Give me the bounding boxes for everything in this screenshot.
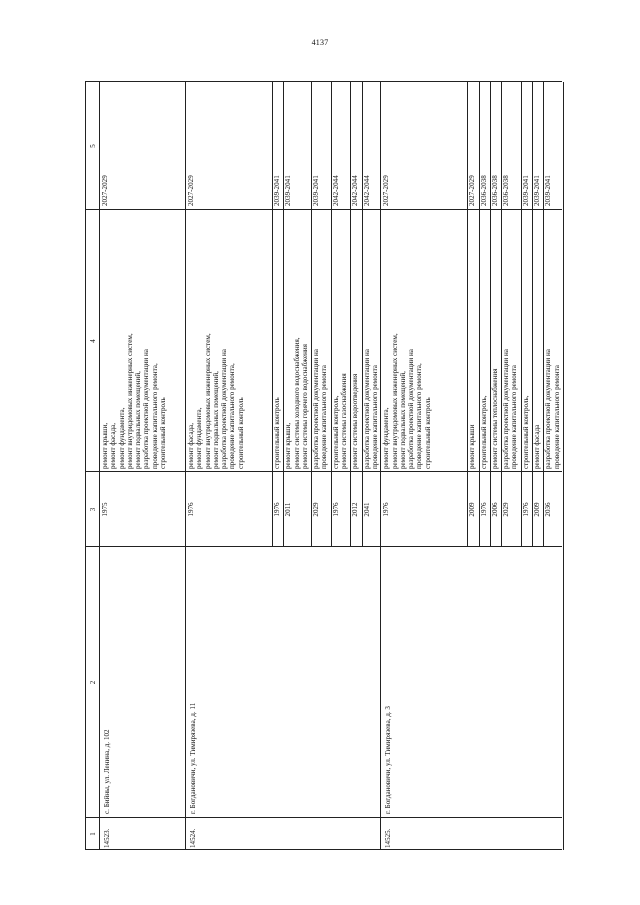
repair-period: 2036-2038	[490, 175, 499, 206]
repair-works	[312, 224, 329, 469]
work-item: разработка проектной документации на	[502, 349, 511, 469]
work-item: ремонт системы теплоснабжения	[490, 368, 499, 469]
work-item: проведение капитального ремонта	[370, 365, 379, 469]
build-year: 2029	[312, 502, 321, 517]
repair-works	[533, 224, 541, 469]
column-line	[85, 471, 562, 472]
column-line	[85, 849, 562, 850]
work-item: проведение капитального ремонта	[320, 365, 329, 469]
column-line	[85, 817, 562, 818]
header-cell-5: 5	[89, 144, 97, 148]
work-item: проведение капитального ремонта,	[150, 363, 159, 469]
work-item: проведение капитального ремонта,	[228, 363, 237, 469]
work-item: ремонт фундамента,	[382, 407, 391, 469]
work-item: строительный контроль	[159, 397, 168, 469]
header-cell-4: 4	[89, 339, 97, 343]
work-item: ремонт системы водоотведения	[351, 373, 360, 469]
work-item: ремонт подвальных помещений,	[211, 371, 220, 469]
work-item: ремонт фундамента,	[195, 407, 204, 469]
record-address: г. Богдановичи, ул. Тимирязева, д. 11	[189, 702, 197, 814]
work-item: ремонт внутридомовых инженерных систем,	[125, 333, 134, 469]
build-year: 2029	[502, 502, 511, 517]
header-cell-3: 3	[89, 507, 97, 512]
repair-period: 2036-2038	[502, 175, 511, 206]
build-year: 1976	[479, 502, 488, 517]
repair-period: 2039-2041	[521, 175, 530, 206]
repair-period: 2027-2029	[187, 175, 195, 206]
repair-period: 2039-2041	[533, 175, 542, 206]
work-item: ремонт системы газоснабжения	[340, 373, 349, 469]
build-year: 2006	[490, 502, 499, 517]
work-item: разработка проектной документации на	[142, 349, 151, 469]
repair-works	[502, 224, 519, 469]
repair-works	[480, 224, 488, 469]
work-item: ремонт фасада,	[187, 422, 195, 469]
work-item: ремонт крыши	[468, 424, 477, 469]
repair-period: 2027-2029	[101, 175, 109, 206]
record-number: 14525.	[384, 828, 393, 848]
build-year: 2011	[284, 502, 293, 517]
work-item: разработка проектной документации на	[407, 349, 416, 469]
build-year: 1976	[273, 502, 281, 517]
repair-works	[187, 224, 245, 469]
work-item: разработка проектной документации на	[544, 349, 553, 469]
repair-works	[382, 224, 432, 469]
column-line	[85, 209, 562, 210]
record-number: 14524.	[189, 828, 197, 848]
work-item: строительный контроль,	[479, 395, 488, 469]
build-year: 1976	[331, 502, 340, 517]
work-item: разработка проектной документации на	[362, 349, 371, 469]
repair-works	[468, 224, 476, 469]
work-item: ремонт подвальных помещений,	[398, 371, 407, 469]
record-row	[99, 82, 186, 850]
work-item: ремонт фасада,	[109, 422, 118, 469]
repair-period: 2027-2029	[382, 175, 391, 206]
work-item: ремонт внутридомовых инженерных систем,	[390, 333, 399, 469]
work-item: ремонт крыши,	[284, 422, 293, 469]
work-item: проведение капитального ремонта	[510, 365, 519, 469]
repair-period: 2039-2041	[273, 175, 281, 206]
record-address: г. Богдановичи, ул. Тимирязева, д. 3	[384, 706, 393, 814]
repair-period: 2039-2041	[312, 175, 321, 206]
build-year: 1976	[382, 502, 391, 517]
build-year: 1976	[187, 502, 195, 517]
work-item: строительный контроль,	[331, 395, 340, 469]
build-year: 2009	[533, 502, 542, 517]
build-year: 1975	[101, 502, 109, 517]
header-cell-2: 2	[89, 680, 97, 685]
column-line	[85, 81, 562, 82]
column-line	[85, 546, 562, 547]
repair-period: 2039-2041	[284, 175, 293, 206]
build-year: 1976	[521, 502, 530, 517]
work-item: ремонт фасада	[533, 424, 542, 469]
repair-period: 2042-2044	[351, 175, 360, 206]
repair-works	[284, 224, 309, 469]
header-cell-1: 1	[89, 832, 97, 836]
work-item: проведение капитального ремонта	[552, 365, 561, 469]
build-year: 2012	[351, 502, 360, 517]
work-item: строительный контроль	[273, 397, 281, 469]
record-number: 14523.	[103, 828, 111, 848]
work-item: ремонт внутридомовых инженерных систем,	[203, 333, 212, 469]
repair-period: 2039-2041	[544, 175, 553, 206]
repair-works	[491, 224, 499, 469]
work-item: строительный контроль	[236, 397, 245, 469]
repair-works	[363, 224, 380, 469]
build-year: 2041	[362, 502, 371, 517]
repair-period: 2042-2044	[331, 175, 340, 206]
repair-works	[522, 224, 530, 469]
repair-period: 2036-2038	[479, 175, 488, 206]
work-item: ремонт системы горячего водоснабжения	[300, 344, 309, 469]
repair-works	[544, 224, 561, 469]
repair-period: 2027-2029	[468, 175, 477, 206]
record-row	[185, 82, 381, 850]
work-item: проведение капитального ремонта,	[415, 363, 424, 469]
work-item: ремонт крыши,	[101, 422, 109, 469]
page-number: 4137	[311, 38, 329, 47]
record-row	[380, 82, 564, 850]
record-address: с. Бийны, ул. Ленина, д. 102	[103, 729, 111, 814]
capital-repair-table	[85, 82, 605, 850]
work-item: ремонт фундамента,	[117, 407, 126, 469]
work-item: строительный контроль	[423, 397, 432, 469]
repair-works	[101, 224, 167, 469]
work-item: ремонт подвальных помещений,	[134, 371, 143, 469]
work-item: разработка проектной документации на	[220, 349, 229, 469]
header-row	[85, 82, 100, 850]
repair-works	[332, 224, 349, 469]
build-year: 2009	[468, 502, 477, 517]
work-item: ремонт системы холодного водоснабжения,	[292, 337, 301, 469]
work-item: строительный контроль,	[521, 395, 530, 469]
work-item: разработка проектной документации на	[312, 349, 321, 469]
repair-works	[351, 224, 359, 469]
repair-works	[273, 224, 281, 469]
repair-period: 2042-2044	[362, 175, 371, 206]
build-year: 2036	[544, 502, 553, 517]
